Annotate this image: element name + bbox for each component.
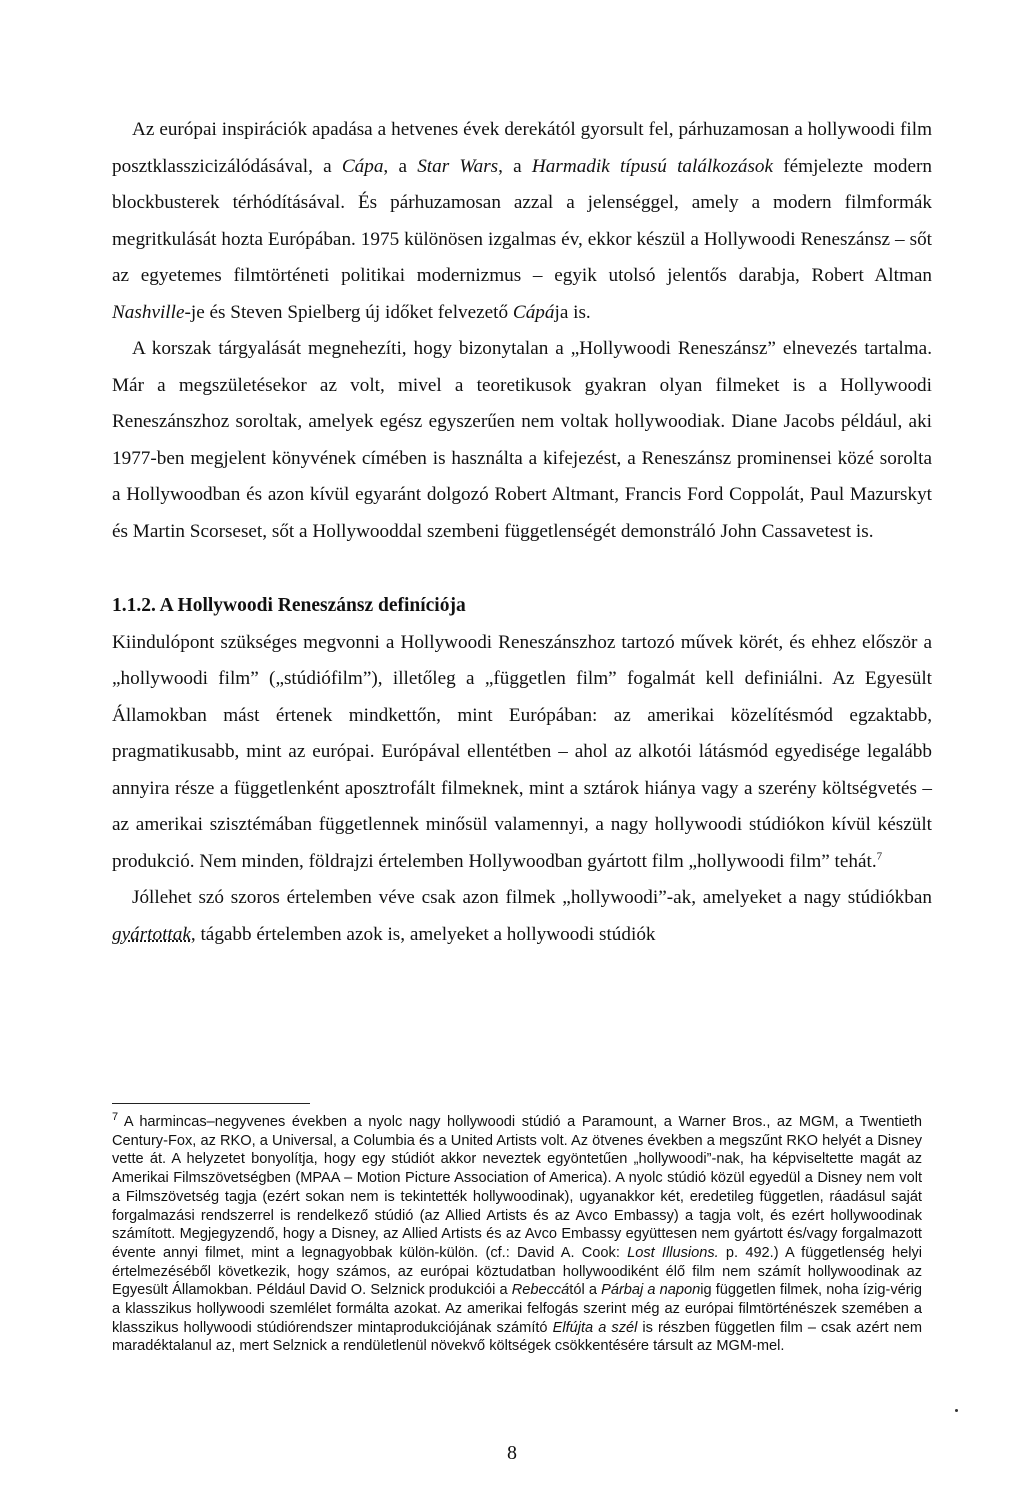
page-number: 8	[507, 1442, 517, 1464]
section-heading: 1.1.2. A Hollywoodi Reneszánsz definíciója	[112, 595, 466, 616]
footnote-reference: 7	[876, 850, 883, 863]
paragraph-2: A korszak tárgyalását megnehezíti, hogy bizonytalan a „Hollywoodi Reneszánsz” elnevezés tartalma. Már a megszületésekor az volt, mivel a teoretikusok gyakran olyan filmeket is a Hollywoodi Reneszánszhoz soroltak, amelyek egész egyszerűen nem voltak hollywoodiak. Diane Jacobs például, aki 1977-ben megjelent könyvének címében is használta a kifejezést, a Reneszánsz prominensei közé sorolta a Hollywoodban és azon kívül egyaránt dolgozó Robert Altmant, Francis Ford Coppolát, Paul Mazurskyt és Martin Scorseset, sőt a Hollywooddal szembeni függetlenségét demonstráló John Cassavetest is.	[112, 338, 932, 542]
main-text	[112, 112, 932, 953]
footnote-separator	[112, 1103, 310, 1104]
paragraph-4: Jóllehet szó szoros értelemben véve csak azon filmek „hollywoodi”-ak, amelyeket a nagy stúdiókban gyártottak, tágabb értelemben azok is, amelyeket a hollywoodi stúdiók	[112, 887, 932, 945]
scan-speck	[955, 1409, 958, 1412]
footnotes	[112, 1113, 922, 1356]
paragraph-3: Kiindulópont szükséges megvonni a Hollywoodi Reneszánszhoz tartozó művek körét, és ehhez először a „hollywoodi film” („stúdiófilm”), illetőleg a „független film” fogalmát kell definiálni. Az Egyesült Államokban mást értenek mindkettőn, mint Európában: az amerikai közelítésmód egzaktabb, pragmatikusabb, mint az európai. Európával ellentétben – ahol az alkotói látásmód egyedisége legalább annyira része a függetlenként aposztrofált filmeknek, mint a sztárok hiánya vagy a szerény költségvetés – az amerikai szisztémában függetlennek minősül valamennyi, a nagy hollywoodi stúdiókon kívül készült produkció. Nem minden, földrajzi értelemben Hollywoodban gyártott film „hollywoodi film” tehát.$^7$	[112, 631, 932, 872]
footnote-number: 7	[112, 1111, 119, 1124]
footnote-7: $^7$ A harmincas–negyvenes években a nyolc nagy hollywoodi stúdió a Paramount, a Warner Bros., az MGM, a Twentieth Century-Fox, az RKO, a Universal, a Columbia és a United Artists volt. Az ötvenes években a megszűnt RKO helyét a Disney vette át. A helyzetet bonyolítja, hogy egy stúdiót akkor neveztek egyöntetűen „hollywoodi”-nak, ha képviseltette magát az Amerikai Filmszövetségben (MPAA – Motion Picture Association of America). A nyolc stúdió közül egyedül a Disney nem volt a Filmszövetség tagja (ezért sokan nem is tekintették hollywoodinak), ugyanakkor két, eredetileg független, ráadásul saját forgalmazási rendszerrel is rendelkező stúdió (az Allied Artists és az Avco Embassy) a tagja volt, és ezért hollywoodinak számított. Megjegyzendő, hogy a Disney, az Allied Artists és az Avco Embassy együttesen nem gyártott és/vagy forgalmazott évente annyi filmet, mint a legnagyobbak külön-külön. (cf.: David A. Cook: Lost Illusions. p. 492.) A függetlenség helyi értelmezéséből következik, hogy számos, az európai köztudatban hollywoodiként élő film nem számít hollywoodinak az Egyesült Államokban. Például David O. Selznick produkciói a Rebeccától a Párbaj a naponig független filmek, noha ízig-vérig a klasszikus hollywoodi szemlélet formálta azokat. Az amerikai felfogás szerint még az európai filmtörténészek szemében a klasszikus hollywoodi stúdiórendszer mintaprodukciójának számító Elfújta a szél is részben független film – csak azért nem maradéktalanul az, mert Selznick a rendületlenül növekvő költségek csökkentésére társult az MGM-mel.	[112, 1111, 922, 1355]
paragraph-1: Az európai inspirációk apadása a hetvenes évek derekától gyorsult fel, párhuzamosan a hollywoodi film posztklasszicizálódásával, a Cápa, a Star Wars, a Harmadik típusú találkozások fémjelezte modern blockbusterek térhódításával. És párhuzamosan azzal a jelenséggel, amely a modern filmformák megritkulását hozta Európában. 1975 különösen izgalmas év, ekkor készül a Hollywoodi Reneszánsz – sőt az egyetemes filmtörténeti politikai modernizmus – egyik utolsó jelentős darabja, Robert Altman Nashville-je és Steven Spielberg új időket felvezető Cápája is.	[112, 119, 932, 323]
